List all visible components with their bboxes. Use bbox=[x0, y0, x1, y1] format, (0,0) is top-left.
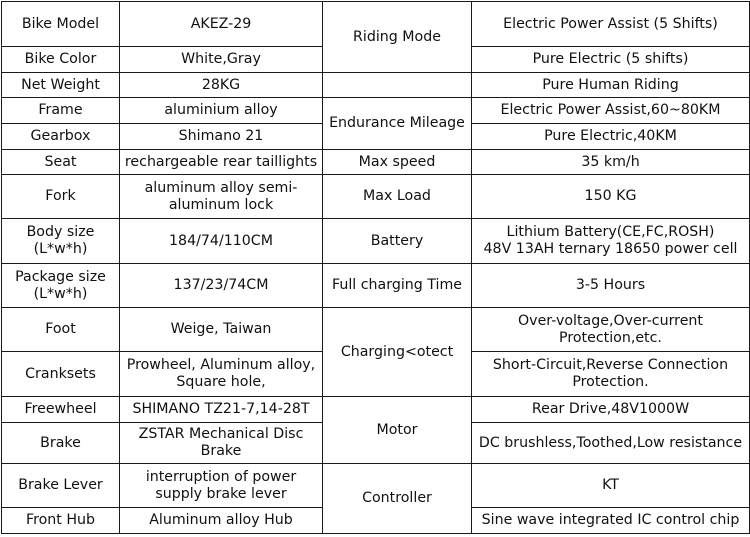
table-row bbox=[2, 175, 750, 219]
value-bike-model: AKEZ-29 bbox=[120, 2, 323, 47]
label-riding-mode: Riding Mode bbox=[323, 2, 472, 73]
value-endurance-1: Electric Power Assist,60~80KM bbox=[472, 98, 750, 124]
label-endurance-mileage: Endurance Mileage bbox=[323, 98, 472, 150]
value-riding-mode-2: Pure Electric (5 shifts) bbox=[472, 47, 750, 73]
value-bike-color: White,Gray bbox=[120, 47, 323, 73]
value-net-weight: 28KG bbox=[120, 73, 323, 98]
value-motor-1: Rear Drive,48V1000W bbox=[472, 397, 750, 423]
value-riding-mode-3: Pure Human Riding bbox=[472, 73, 750, 98]
value-gearbox: Shimano 21 bbox=[120, 124, 323, 150]
value-full-charging-time: 3-5 Hours bbox=[472, 264, 750, 308]
table-row bbox=[2, 219, 750, 264]
label-gearbox: Gearbox bbox=[2, 124, 120, 150]
value-motor-2: DC brushless,Toothed,Low resistance bbox=[472, 423, 750, 464]
table-row bbox=[2, 397, 750, 423]
label-full-charging-time: Full charging Time bbox=[323, 264, 472, 308]
table-row bbox=[2, 264, 750, 308]
table-row bbox=[2, 464, 750, 508]
spec-table bbox=[1, 1, 750, 534]
label-max-speed: Max speed bbox=[323, 150, 472, 175]
table-row bbox=[2, 150, 750, 175]
label-fork: Fork bbox=[2, 175, 120, 219]
label-body-size: Body size (L*w*h) bbox=[2, 219, 120, 264]
label-cranksets: Cranksets bbox=[2, 352, 120, 397]
value-front-hub: Aluminum alloy Hub bbox=[120, 508, 323, 534]
value-freewheel: SHIMANO TZ21-7,14-28T bbox=[120, 397, 323, 423]
label-battery: Battery bbox=[323, 219, 472, 264]
value-package-size: 137/23/74CM bbox=[120, 264, 323, 308]
battery-line-1: Lithium Battery(CE,FC,ROSH) bbox=[506, 224, 715, 240]
value-controller-1: KT bbox=[472, 464, 750, 508]
label-front-hub: Front Hub bbox=[2, 508, 120, 534]
label-charging-protect: Charging<otect bbox=[323, 308, 472, 397]
value-brake-lever: interruption of power supply brake lever bbox=[120, 464, 323, 508]
value-riding-mode-1: Electric Power Assist (5 Shifts) bbox=[472, 2, 750, 47]
table-row bbox=[2, 73, 750, 98]
value-seat: rechargeable rear taillights bbox=[120, 150, 323, 175]
value-max-speed: 35 km/h bbox=[472, 150, 750, 175]
battery-line-2: 48V 13AH ternary 18650 power cell bbox=[483, 241, 738, 257]
label-brake: Brake bbox=[2, 423, 120, 464]
label-frame: Frame bbox=[2, 98, 120, 124]
label-motor: Motor bbox=[323, 397, 472, 464]
value-body-size: 184/74/110CM bbox=[120, 219, 323, 264]
label-freewheel: Freewheel bbox=[2, 397, 120, 423]
cell-blank bbox=[323, 73, 472, 98]
label-brake-lever: Brake Lever bbox=[2, 464, 120, 508]
value-max-load: 150 KG bbox=[472, 175, 750, 219]
label-controller: Controller bbox=[323, 464, 472, 534]
label-package-size: Package size (L*w*h) bbox=[2, 264, 120, 308]
label-foot: Foot bbox=[2, 308, 120, 352]
label-bike-model: Bike Model bbox=[2, 2, 120, 47]
value-brake: ZSTAR Mechanical Disc Brake bbox=[120, 423, 323, 464]
value-endurance-2: Pure Electric,40KM bbox=[472, 124, 750, 150]
value-frame: aluminium alloy bbox=[120, 98, 323, 124]
value-charging-protect-1: Over-voltage,Over-current Protection,etc. bbox=[472, 308, 750, 352]
value-foot: Weige, Taiwan bbox=[120, 308, 323, 352]
value-cranksets: Prowheel, Aluminum alloy, Square hole, bbox=[120, 352, 323, 397]
table-row bbox=[2, 308, 750, 352]
value-battery bbox=[472, 219, 750, 264]
label-seat: Seat bbox=[2, 150, 120, 175]
value-fork: aluminum alloy semi-aluminum lock bbox=[120, 175, 323, 219]
value-controller-2: Sine wave integrated IC control chip bbox=[472, 508, 750, 534]
value-charging-protect-2: Short-Circuit,Reverse Connection Protection. bbox=[472, 352, 750, 397]
table-row bbox=[2, 2, 750, 47]
table-row bbox=[2, 98, 750, 124]
label-net-weight: Net Weight bbox=[2, 73, 120, 98]
label-bike-color: Bike Color bbox=[2, 47, 120, 73]
label-max-load: Max Load bbox=[323, 175, 472, 219]
